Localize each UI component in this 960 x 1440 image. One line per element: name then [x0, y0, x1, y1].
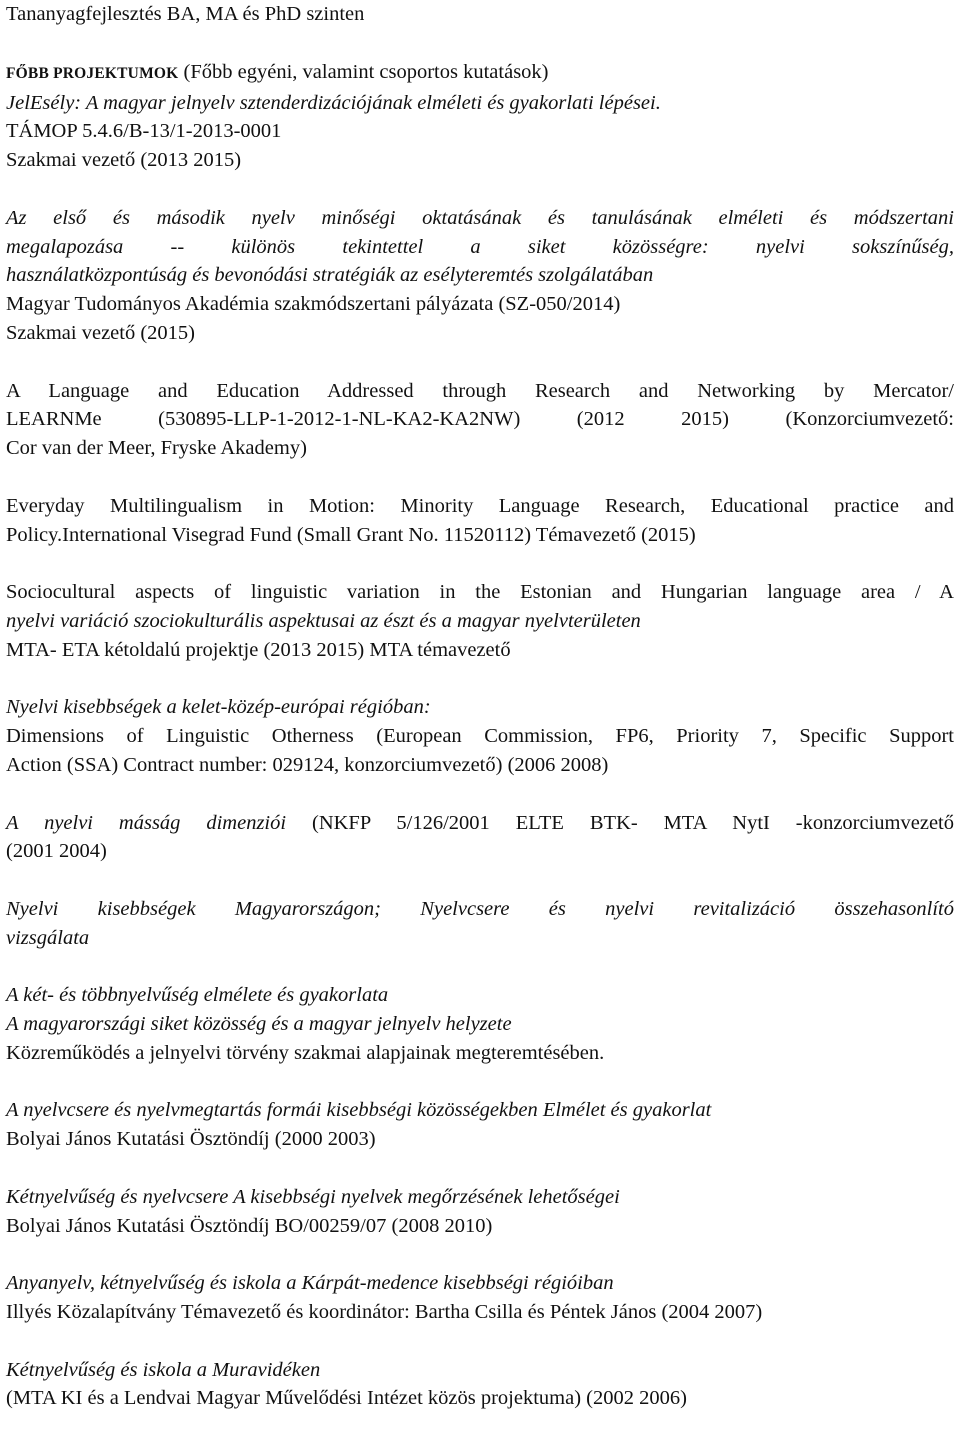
project-role: Szakmai vezető (2013 2015): [6, 149, 242, 172]
project-title: Sociocultural aspects of linguistic variation in the Estonian and Hungarian language area / A: [6, 581, 954, 604]
section-heading-caps: FŐBB PROJEKTUMOK: [6, 64, 179, 82]
project-title: megalapozása -- különös tekintettel a siket közösségre: nyelvi sokszínűség,: [6, 235, 954, 258]
project-title: vizsgálata: [6, 926, 90, 949]
project-title: Kétnyelvűség és iskola a Muravidéken: [6, 1358, 321, 1381]
project-id: LEARNMe (530895-LLP-1-2012-1-NL-KA2-KA2NW) (2012 2015) (Konzorciumvezető:: [6, 408, 954, 431]
project-title: A nyelvcsere és nyelvmegtartás formái kisebbségi közösségekben Elmélet és gyakorlat: [6, 1099, 712, 1122]
project-funder: Magyar Tudományos Akadémia szakmódszertani pályázata (SZ-050/2014): [6, 293, 621, 316]
project-nyelvcsere-formai: [6, 1096, 954, 1154]
project-learnme: [6, 377, 954, 463]
project-partners: (MTA KI és a Lendvai Magyar Művelődési Intézet közös projektuma) (2002 2006): [6, 1387, 687, 1410]
section-heading: [6, 58, 954, 89]
project-title: használatközpontúság és bevonódási stratégiák az esélyteremtés szolgálatában: [6, 264, 654, 287]
project-jelesely: [6, 89, 954, 175]
page-header-title: Tananyagfejlesztés BA, MA és PhD szinten: [6, 3, 365, 25]
project-nyelvi-kisebbsegek: [6, 895, 954, 953]
project-funder: Bolyai János Kutatási Ösztöndíj (2000 2003): [6, 1128, 376, 1151]
project-sign-language-education: [6, 204, 954, 348]
project-title: Az első és második nyelv minőségi oktatásának és tanulásának elméleti és módszertani: [6, 206, 954, 229]
project-subtitle: A magyarországi siket közösség és a magyar jelnyelv helyzete: [6, 1013, 512, 1036]
project-title: A két- és többnyelvűség elmélete és gyakorlata: [6, 984, 389, 1007]
project-id: TÁMOP 5.4.6/B-13/1-2013-0001: [6, 120, 282, 143]
project-consortium: Cor van der Meer, Fryske Akademy): [6, 437, 307, 460]
project-title: JelEsély: A magyar jelnyelv sztenderdizációjának elméleti és gyakorlati lépései.: [6, 91, 661, 114]
project-muravidek: [6, 1356, 954, 1414]
project-everyday-multilingualism: [6, 492, 954, 550]
project-sociocultural-variation: [6, 578, 954, 664]
section-heading-rest: (Főbb egyéni, valamint csoportos kutatások): [178, 60, 549, 83]
project-title: Kétnyelvűség és nyelvcsere A kisebbségi nyelvek megőrzésének lehetőségei: [6, 1185, 620, 1208]
project-role: Szakmai vezető (2015): [6, 321, 195, 344]
project-contract: Action (SSA) Contract number: 029124, konzorciumvezető) (2006 2008): [6, 753, 609, 776]
project-topic: Nyelvi kisebbségek a kelet-közép-európai régióban:: [6, 696, 431, 719]
project-funder: (NKFP 5/126/2001 ELTE BTK- MTA NytI -konzorciumvezető: [286, 811, 954, 834]
project-funder: Policy.International Visegrad Fund (Small Grant No. 11520112) Témavezető (2015): [6, 523, 696, 546]
project-funder: Bolyai János Kutatási Ösztöndíj BO/00259/07 (2008 2010): [6, 1214, 493, 1237]
project-title: Anyanyelv, kétnyelvűség és iskola a Kárpát-medence kisebbségi régióiban: [6, 1272, 614, 1295]
project-anyanyelv-iskola: [6, 1269, 954, 1327]
project-title: Nyelvi kisebbségek Magyarországon; Nyelvcsere és nyelvi revitalizáció összehasonlító: [6, 897, 954, 920]
project-funder: Illyés Közalapítvány Témavezető és koordinátor: Bartha Csilla és Péntek János (2004 2007): [6, 1301, 763, 1324]
project-title: Everyday Multilingualism in Motion: Minority Language Research, Educational practice and: [6, 494, 954, 517]
project-ketnyelvuseg-siket: [6, 981, 954, 1067]
project-title: A nyelvi másság dimenziói: [6, 811, 287, 834]
project-title-hu: nyelvi variáció szociokulturális aspektusai az észt és a magyar nyelvterületen: [6, 609, 641, 632]
project-nyelvi-massag: [6, 809, 954, 867]
project-linguistic-otherness: [6, 693, 954, 779]
project-role: MTA- ETA kétoldalú projektje (2013 2015) MTA témavezető: [6, 638, 511, 661]
project-ketnyelvuseg-nyelvcsere: [6, 1183, 954, 1241]
project-description: Közreműködés a jelnyelvi törvény szakmai alapjainak megteremtésében.: [6, 1041, 605, 1064]
project-title: Dimensions of Linguistic Otherness (European Commission, FP6, Priority 7, Specific Support: [6, 725, 954, 748]
project-period: (2001 2004): [6, 840, 107, 863]
project-title: A Language and Education Addressed through Research and Networking by Mercator/: [6, 379, 954, 402]
